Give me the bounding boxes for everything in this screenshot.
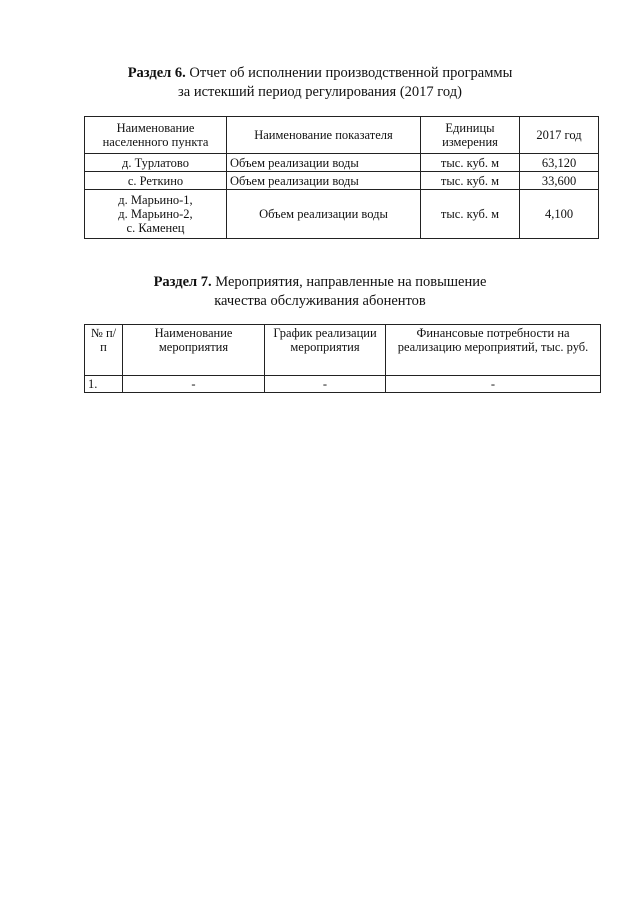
- section7-title-bold: Раздел 7.: [153, 274, 212, 290]
- table-row: [85, 154, 599, 172]
- place-line: с. Каменец: [126, 221, 185, 235]
- section6-table: [84, 116, 599, 239]
- cell-unit: тыс. куб. м: [421, 190, 520, 239]
- col-header-number: № п/п: [85, 325, 123, 376]
- cell-unit: тыс. куб. м: [421, 154, 520, 172]
- section7-table: [84, 324, 601, 393]
- cell-schedule: -: [265, 376, 386, 393]
- place-line: д. Марьино-1,: [118, 193, 193, 207]
- col-header-unit: Единицы измерения: [421, 117, 520, 154]
- section6-title-bold: Раздел 6.: [127, 65, 186, 81]
- col-header-place: Наименование населенного пункта: [85, 117, 227, 154]
- col-header-event-name: Наименование мероприятия: [123, 325, 265, 376]
- cell-finance: -: [386, 376, 601, 393]
- section6-title-rest: Отчет об исполнении производственной программы: [185, 65, 513, 81]
- col-header-indicator: Наименование показателя: [227, 117, 421, 154]
- cell-indicator: Объем реализации воды: [227, 154, 421, 172]
- cell-indicator: Объем реализации воды: [227, 172, 421, 190]
- cell-value: 4,100: [520, 190, 599, 239]
- table-header-row: [85, 117, 599, 154]
- cell-place: д. Турлатово: [85, 154, 227, 172]
- col-header-year: 2017 год: [520, 117, 599, 154]
- section7-heading: [0, 273, 640, 311]
- place-line: д. Марьино-2,: [118, 207, 193, 221]
- section6-heading: [0, 64, 640, 102]
- table-row: [85, 172, 599, 190]
- table-row: [85, 376, 601, 393]
- cell-value: 33,600: [520, 172, 599, 190]
- col-header-finance: Финансовые потребности на реализацию мероприятий, тыс. руб.: [386, 325, 601, 376]
- section6-title-line2: за истекший период регулирования (2017 год): [178, 84, 462, 100]
- col-header-schedule: График реализации мероприятия: [265, 325, 386, 376]
- cell-place: [85, 190, 227, 239]
- section7-title-line2: качества обслуживания абонентов: [214, 293, 426, 309]
- cell-unit: тыс. куб. м: [421, 172, 520, 190]
- cell-event-name: -: [123, 376, 265, 393]
- cell-number: 1.: [85, 376, 123, 393]
- cell-indicator: Объем реализации воды: [227, 190, 421, 239]
- table-header-row: [85, 325, 601, 376]
- cell-place: с. Реткино: [85, 172, 227, 190]
- section7-title-rest: Мероприятия, направленные на повышение: [211, 274, 487, 290]
- table-row: [85, 190, 599, 239]
- cell-value: 63,120: [520, 154, 599, 172]
